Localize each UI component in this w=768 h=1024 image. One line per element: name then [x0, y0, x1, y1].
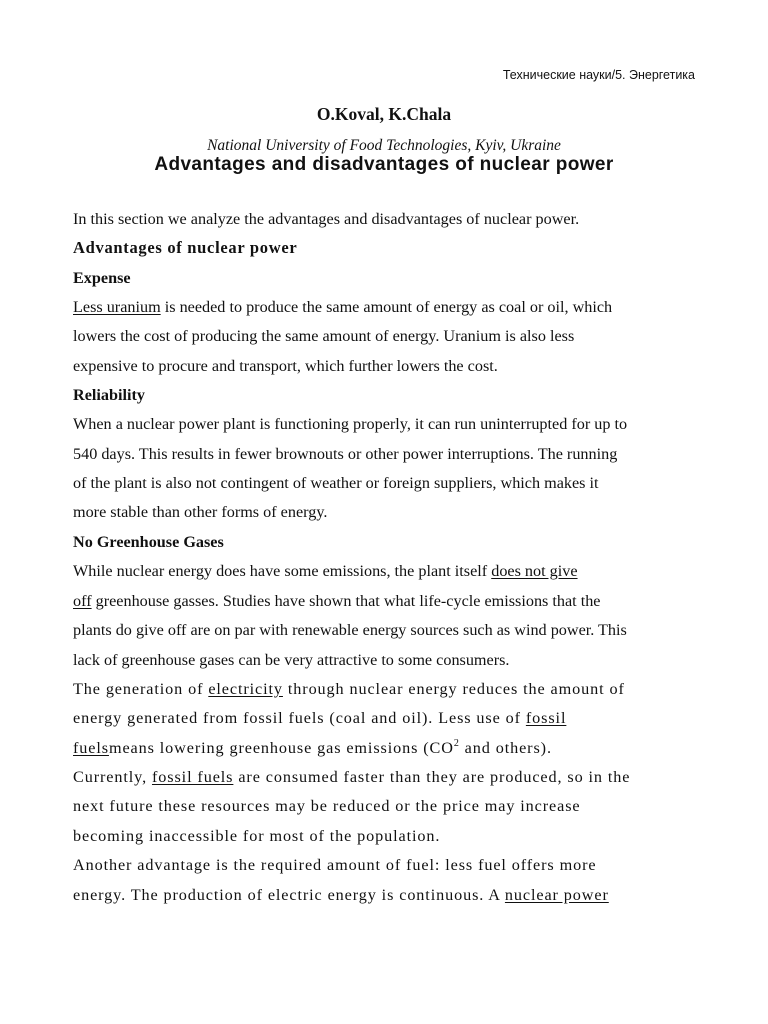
- electricity-link[interactable]: electricity: [208, 680, 283, 698]
- co2-subscript: 2: [453, 738, 460, 749]
- greenhouse-line-4: lack of greenhouse gases can be very attractive to some consumers.: [73, 651, 510, 669]
- authors: O.Koval, K.Chala: [316, 104, 452, 124]
- article-title: Advantages and disadvantages of nuclear power: [154, 154, 614, 175]
- nuclear-power-link[interactable]: nuclear power: [504, 886, 609, 904]
- reliability-line-1: When a nuclear power plant is functioning properly, it can run uninterrupted for up to: [73, 415, 628, 433]
- greenhouse-line-1: [73, 561, 578, 581]
- greenhouse-line-3: plants do give off are on par with renewable energy sources such as wind power. This: [73, 621, 627, 639]
- intro-paragraph: In this section we analyze the advantages and disadvantages of nuclear power.: [73, 210, 580, 228]
- less-uranium-link[interactable]: Less uranium: [73, 298, 161, 316]
- generation-line-1: [73, 679, 625, 699]
- expense-line-2: lowers the cost of producing the same amount of energy. Uranium is also less: [73, 327, 575, 345]
- generation-line-4-pre: Currently,: [73, 768, 152, 786]
- greenhouse-heading: No Greenhouse Gases: [73, 533, 224, 551]
- generation-line-4: [73, 767, 630, 787]
- generation-line-1-post: through nuclear energy reduces the amount of: [282, 680, 625, 698]
- expense-line-1-text: is needed to produce the same amount of energy as coal or oil, which: [160, 298, 613, 316]
- section-header: Технические науки/5. Энергетика: [502, 68, 695, 82]
- generation-line-2-pre: energy generated from fossil fuels (coal and oil). Less use of: [73, 709, 526, 727]
- advantages-heading: Advantages of nuclear power: [73, 238, 298, 257]
- greenhouse-line-2: [73, 591, 600, 611]
- greenhouse-line-1-text: While nuclear energy does have some emissions, the plant itself: [73, 562, 492, 580]
- expense-line-1: [73, 297, 612, 317]
- generation-line-3-post: and others).: [459, 739, 552, 757]
- expense-line-3: expensive to procure and transport, which further lowers the cost.: [73, 357, 498, 375]
- reliability-line-4: more stable than other forms of energy.: [73, 503, 328, 521]
- another-line-1: Another advantage is the required amount of fuel: less fuel offers more: [73, 856, 597, 874]
- generation-line-2: [73, 708, 566, 728]
- reliability-line-3: of the plant is also not contingent of weather or foreign suppliers, which makes it: [73, 474, 599, 492]
- generation-line-3: [73, 738, 552, 758]
- does-not-give-link[interactable]: does not give: [491, 562, 578, 580]
- fossil-link[interactable]: fossil: [525, 709, 567, 727]
- expense-heading: Expense: [73, 269, 131, 287]
- fuels-link[interactable]: fuels: [73, 739, 109, 757]
- greenhouse-line-2-text: greenhouse gasses. Studies have shown that what life-cycle emissions that the: [91, 592, 601, 610]
- generation-line-5: next future these resources may be reduced or the price may increase: [73, 797, 581, 815]
- generation-line-1-pre: The generation of: [73, 680, 209, 698]
- reliability-heading: Reliability: [73, 386, 145, 404]
- fossil-fuels-link[interactable]: fossil fuels: [151, 768, 234, 786]
- another-line-2: [73, 885, 609, 905]
- generation-line-3-mid: means lowering greenhouse gas emissions (CO: [108, 739, 454, 757]
- reliability-line-2: 540 days. This results in fewer brownouts or other power interruptions. The running: [73, 445, 618, 463]
- another-line-2-pre: energy. The production of electric energy is continuous. A: [73, 886, 505, 904]
- generation-line-6: becoming inaccessible for most of the population.: [73, 827, 441, 845]
- off-link[interactable]: off: [73, 592, 92, 610]
- generation-line-4-post: are consumed faster than they are produced, so in the: [233, 768, 631, 786]
- affiliation: National University of Food Technologies, Kyiv, Ukraine: [207, 137, 561, 154]
